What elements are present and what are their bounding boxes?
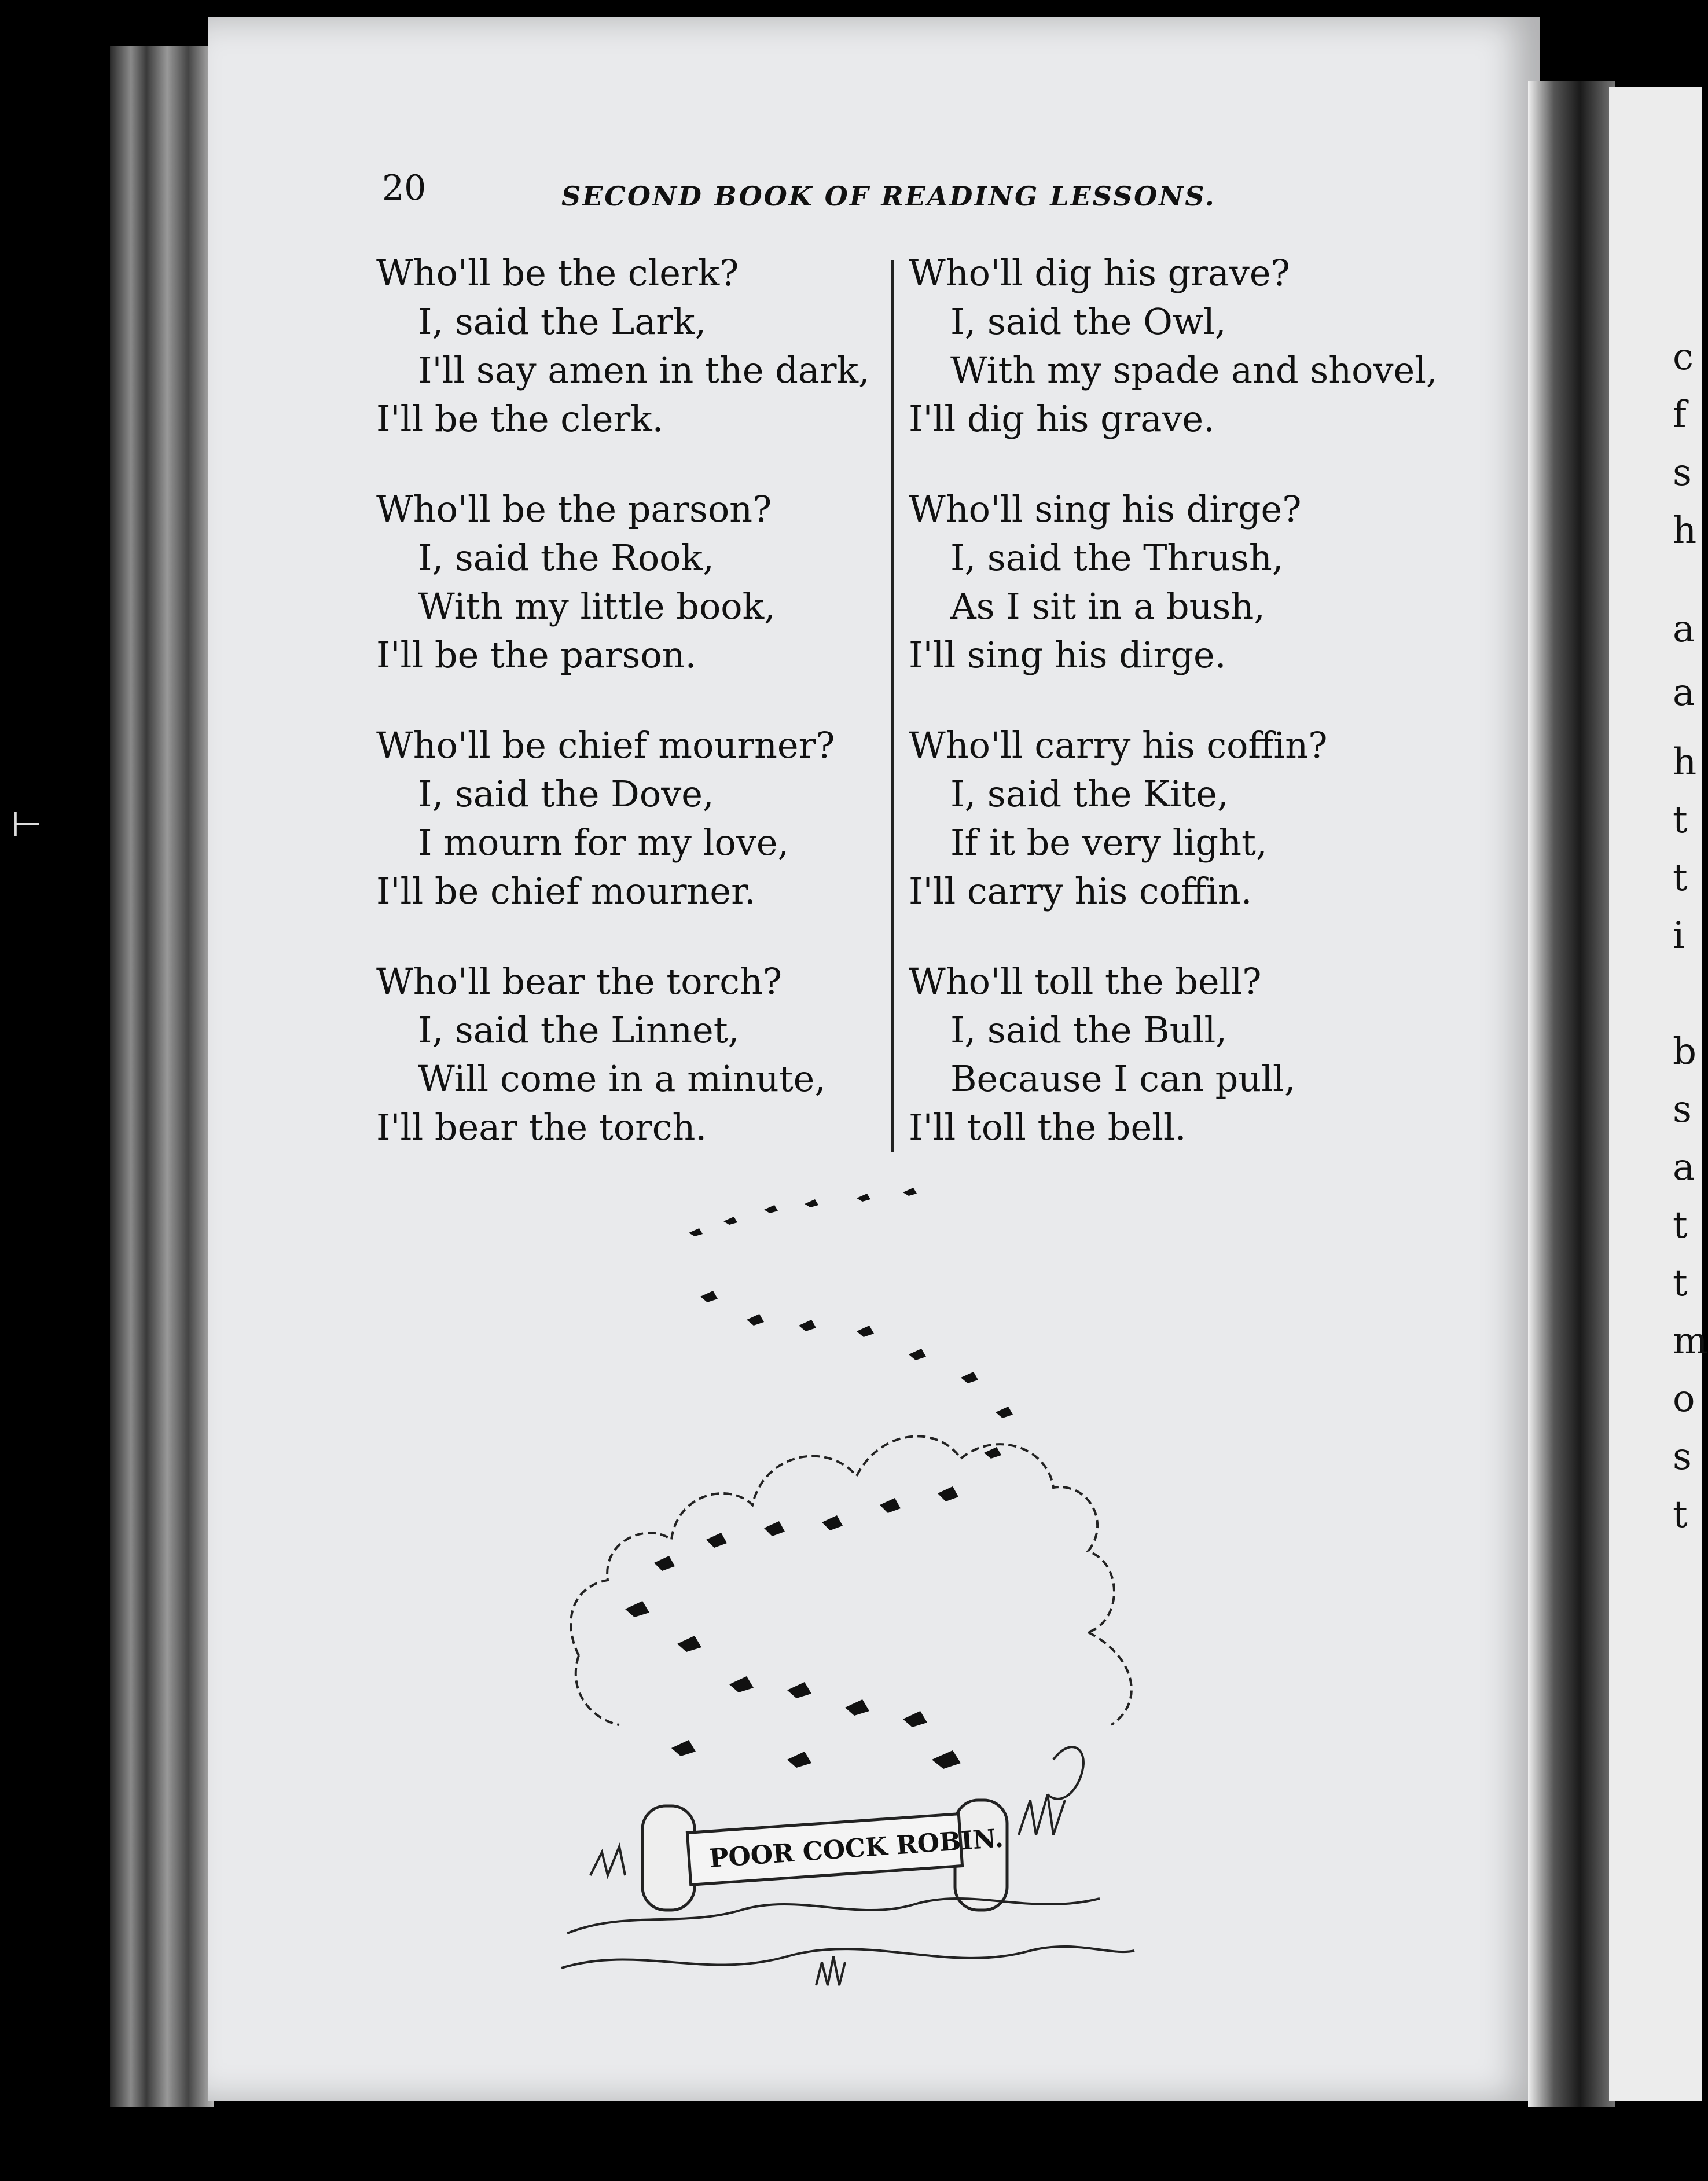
left_column-stanza bbox=[376, 957, 897, 1152]
poem-column-left bbox=[376, 249, 897, 1194]
facing-page-letter: t bbox=[1673, 857, 1688, 899]
poem-line: I, said the Thrush, bbox=[950, 537, 1284, 579]
flock-of-birds bbox=[625, 1188, 1013, 1769]
facing-page-letter: a bbox=[1673, 671, 1695, 714]
facing-page-letter: i bbox=[1673, 915, 1685, 957]
facing-page-letter: f bbox=[1673, 394, 1687, 436]
grave-headstones bbox=[642, 1800, 1007, 1910]
left_column-stanza bbox=[376, 721, 897, 916]
poem-line: I, said the Owl, bbox=[950, 300, 1226, 343]
facing-page-letter: b bbox=[1673, 1030, 1696, 1073]
poem-line: Who'll be the clerk? bbox=[376, 252, 739, 294]
margin-mark: ⊢ bbox=[12, 805, 42, 845]
grave-sign-text: POOR COCK ROBIN. bbox=[708, 1823, 1005, 1874]
poem-line: Who'll dig his grave? bbox=[909, 252, 1290, 294]
poem-line: I, said the Kite, bbox=[950, 773, 1229, 815]
facing-page-letter: s bbox=[1673, 1435, 1692, 1478]
facing-page-letter: a bbox=[1673, 1146, 1695, 1189]
poem-line: I, said the Rook, bbox=[418, 537, 714, 579]
poem-line: I, said the Dove, bbox=[418, 773, 714, 815]
facing-page-letter: a bbox=[1673, 608, 1695, 651]
facing-page-letter: s bbox=[1673, 1088, 1692, 1131]
running-title: SECOND BOOK OF READING LESSONS. bbox=[561, 181, 1216, 212]
right_column-stanza bbox=[909, 957, 1430, 1152]
facing-page-letter: s bbox=[1673, 451, 1692, 494]
facing-page-letter: t bbox=[1673, 799, 1688, 842]
poem-line: Will come in a minute, bbox=[418, 1058, 827, 1100]
poem-line: I'll carry his coffin. bbox=[909, 870, 1252, 912]
facing-page-letter: t bbox=[1673, 1262, 1688, 1305]
poem-line: As I sit in a bush, bbox=[950, 585, 1265, 627]
poem-line: Who'll be the parson? bbox=[376, 488, 772, 530]
poem-line: I'll toll the bell. bbox=[909, 1106, 1187, 1148]
right_column-stanza bbox=[909, 721, 1430, 916]
poem-line: With my spade and shovel, bbox=[950, 349, 1438, 391]
left_column-stanza bbox=[376, 249, 897, 443]
book-gutter bbox=[1528, 81, 1615, 2107]
facing-page-letter: h bbox=[1673, 509, 1697, 552]
facing-page-letter: t bbox=[1673, 1493, 1688, 1536]
facing-page-letter: o bbox=[1673, 1378, 1695, 1420]
left_column-stanza bbox=[376, 485, 897, 680]
poem-line: I, said the Bull, bbox=[950, 1009, 1228, 1051]
poem-line: I'll be chief mourner. bbox=[376, 870, 756, 912]
poem-line: I'll be the clerk. bbox=[376, 398, 664, 440]
poem-line: Who'll toll the bell? bbox=[909, 960, 1262, 1003]
poem-line: Who'll bear the torch? bbox=[376, 960, 783, 1003]
poem-line: I'll sing his dirge. bbox=[909, 634, 1226, 676]
poem-line: Who'll be chief mourner? bbox=[376, 724, 835, 766]
page-header bbox=[382, 168, 1250, 220]
poem-line: I, said the Linnet, bbox=[418, 1009, 740, 1051]
poem-line: I, said the Lark, bbox=[418, 300, 707, 343]
right_column-stanza bbox=[909, 249, 1438, 443]
poem-line: Who'll carry his coffin? bbox=[909, 724, 1328, 766]
column-divider bbox=[891, 260, 894, 1152]
poem-line: Because I can pull, bbox=[950, 1058, 1296, 1100]
facing-page-letter: h bbox=[1673, 741, 1697, 784]
facing-page-letter: t bbox=[1673, 1204, 1688, 1247]
cock-robin-grave-illustration bbox=[556, 1181, 1215, 2003]
poem-line: Who'll sing his dirge? bbox=[909, 488, 1302, 530]
poem-line: I'll bear the torch. bbox=[376, 1106, 707, 1148]
right_column-stanza bbox=[909, 485, 1430, 680]
page-number: 20 bbox=[382, 168, 427, 208]
facing-page-letter: c bbox=[1673, 336, 1694, 379]
poem-line: I'll be the parson. bbox=[376, 634, 697, 676]
poem-line: I'll say amen in the dark, bbox=[418, 349, 870, 391]
poem-column-right bbox=[909, 249, 1438, 1194]
poem-line: With my little book, bbox=[418, 585, 776, 627]
page-edges bbox=[110, 46, 214, 2107]
facing-page-letter: m bbox=[1673, 1320, 1708, 1363]
poem-line: I mourn for my love, bbox=[418, 821, 789, 864]
poem-line: If it be very light, bbox=[950, 821, 1268, 864]
poem-line: I'll dig his grave. bbox=[909, 398, 1215, 440]
facing-page-edge bbox=[1609, 87, 1708, 2101]
